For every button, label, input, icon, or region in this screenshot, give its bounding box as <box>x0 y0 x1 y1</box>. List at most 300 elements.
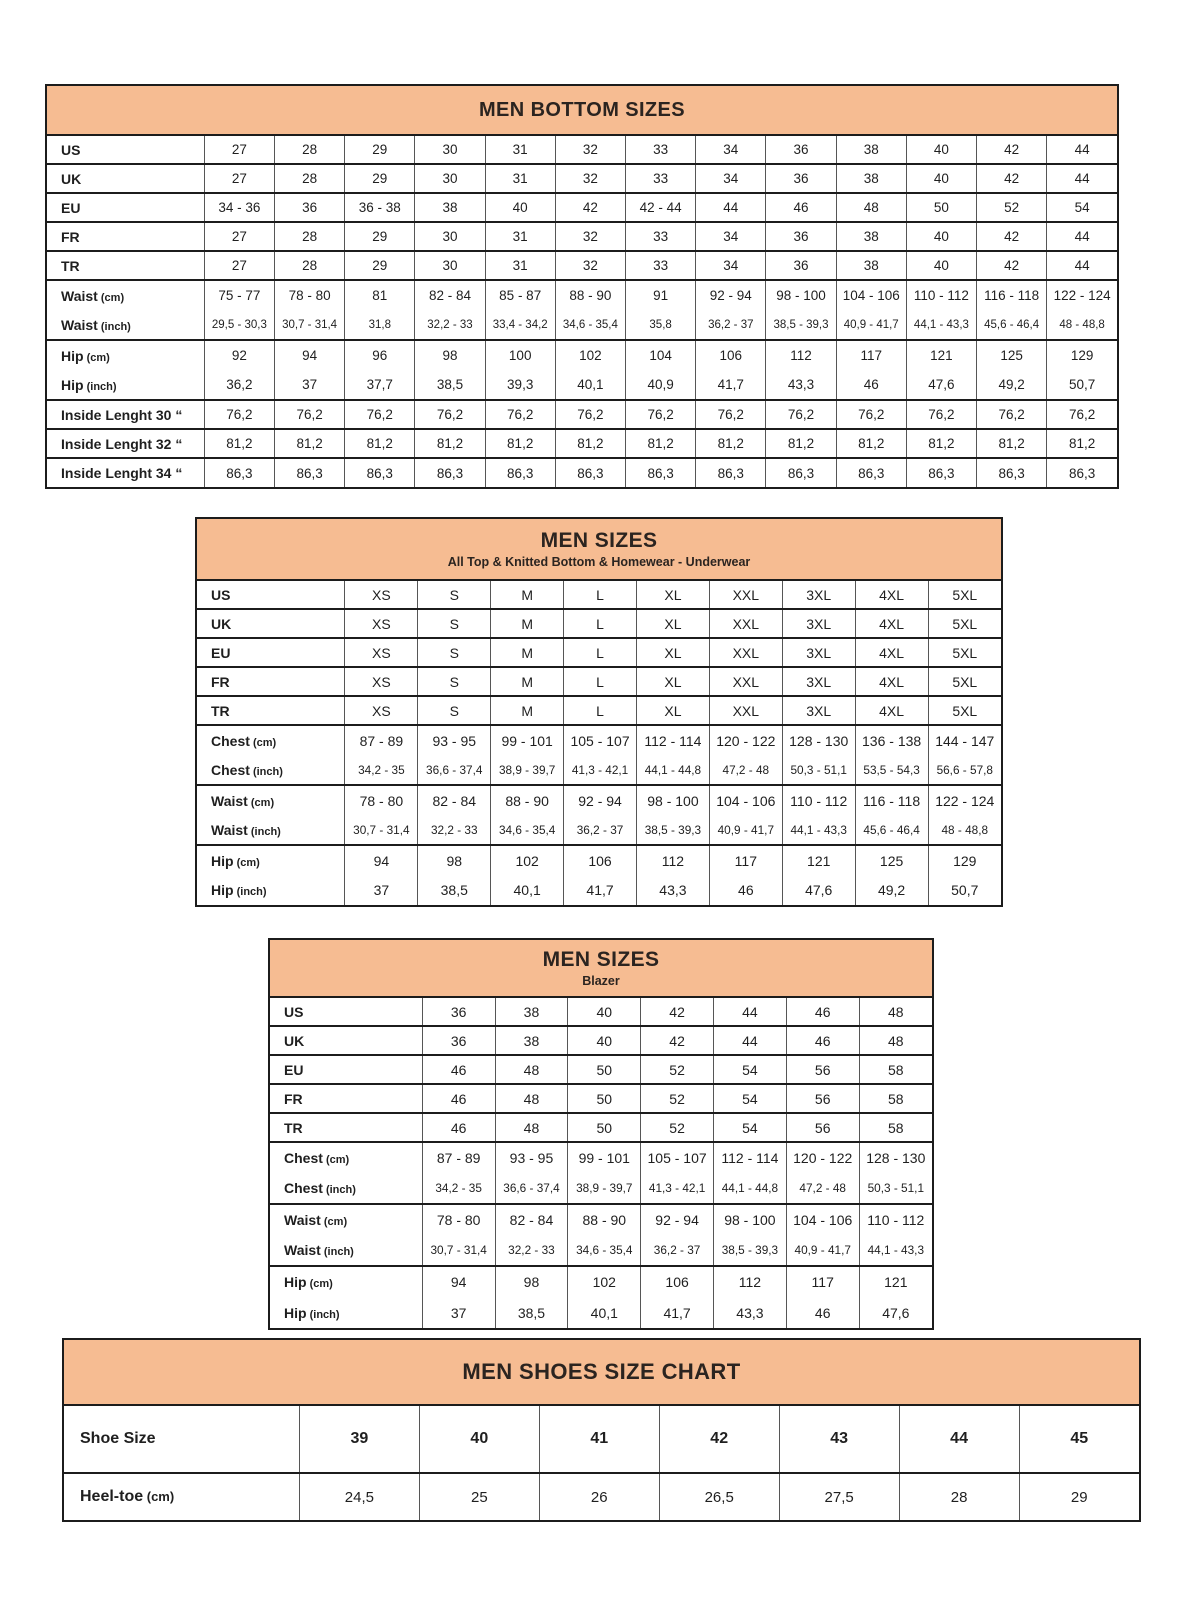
value-cell: XXL <box>709 638 782 667</box>
value-cell: 30,7 - 31,4 <box>345 815 418 845</box>
value-cell: 81,2 <box>274 429 344 458</box>
value-cell: 34 <box>696 251 766 280</box>
value-cell: 117 <box>786 1266 859 1297</box>
table-row <box>270 1266 932 1297</box>
value-cell: 56 <box>786 1055 859 1084</box>
table-header <box>64 1340 1139 1404</box>
value-cell: 44 <box>696 193 766 222</box>
table-row <box>197 815 1001 845</box>
value-cell: XXL <box>709 580 782 609</box>
value-cell: 98 - 100 <box>636 785 709 815</box>
value-cell: 54 <box>714 1113 787 1142</box>
value-cell: 30,7 - 31,4 <box>274 310 344 340</box>
value-cell: 37,7 <box>345 370 415 400</box>
value-cell: 86,3 <box>696 458 766 487</box>
value-cell: XL <box>636 638 709 667</box>
value-cell: L <box>564 696 637 725</box>
value-cell: 121 <box>782 845 855 875</box>
value-cell: 44 <box>1047 164 1117 193</box>
value-cell: 38 <box>415 193 485 222</box>
value-cell: 105 - 107 <box>641 1142 714 1173</box>
value-cell: 86,3 <box>345 458 415 487</box>
value-cell: 76,2 <box>345 400 415 429</box>
value-cell: 44,1 - 43,3 <box>859 1235 932 1266</box>
table-row <box>47 251 1117 280</box>
value-cell: 81 <box>345 280 415 310</box>
value-cell: 58 <box>859 1113 932 1142</box>
value-cell: 104 <box>626 340 696 370</box>
value-cell: 46 <box>422 1113 495 1142</box>
value-cell: 99 - 101 <box>491 725 564 755</box>
value-cell: 50 <box>568 1113 641 1142</box>
value-cell: S <box>418 667 491 696</box>
table-row <box>64 1473 1139 1520</box>
value-cell: 46 <box>422 1055 495 1084</box>
value-cell: 40 <box>568 997 641 1026</box>
value-cell: 92 - 94 <box>564 785 637 815</box>
value-cell: 33 <box>626 251 696 280</box>
value-cell: 38,9 - 39,7 <box>568 1173 641 1204</box>
table-row <box>270 1113 932 1142</box>
value-cell: 93 - 95 <box>418 725 491 755</box>
value-cell: 48 <box>859 1026 932 1055</box>
value-cell: 27 <box>204 135 274 164</box>
value-cell: 36 <box>274 193 344 222</box>
row-label: US <box>270 997 422 1026</box>
table-row <box>197 609 1001 638</box>
value-cell: 33,4 - 34,2 <box>485 310 555 340</box>
value-cell: 104 - 106 <box>709 785 782 815</box>
value-cell: 94 <box>345 845 418 875</box>
value-cell: 38 <box>836 222 906 251</box>
value-cell: 86,3 <box>204 458 274 487</box>
grid-body <box>47 135 1117 487</box>
value-cell: XS <box>345 580 418 609</box>
value-cell: 86,3 <box>836 458 906 487</box>
value-cell: 94 <box>422 1266 495 1297</box>
table-title: MEN BOTTOM SIZES <box>478 98 686 121</box>
value-cell: 40,1 <box>568 1297 641 1328</box>
value-cell: 81,2 <box>345 429 415 458</box>
row-unit: (inch) <box>249 765 283 778</box>
row-label: EU <box>197 638 345 667</box>
value-cell: 36,2 - 37 <box>564 815 637 845</box>
row-unit: (cm) <box>322 1154 350 1166</box>
value-cell: M <box>491 696 564 725</box>
value-cell: 48 <box>495 1084 568 1113</box>
value-cell: 125 <box>855 845 928 875</box>
value-cell: 98 <box>495 1266 568 1297</box>
value-cell: 46 <box>709 875 782 905</box>
men-shoes-size-chart-table <box>62 1338 1141 1522</box>
value-cell: 93 - 95 <box>495 1142 568 1173</box>
table-row <box>47 222 1117 251</box>
value-cell: 45,6 - 46,4 <box>977 310 1047 340</box>
table-row <box>197 785 1001 815</box>
value-cell: 34,2 - 35 <box>422 1173 495 1204</box>
row-unit: (cm) <box>97 291 125 304</box>
value-cell: 86,3 <box>766 458 836 487</box>
row-unit: (inch) <box>247 825 281 838</box>
value-cell: 40,9 - 41,7 <box>836 310 906 340</box>
value-cell: 110 - 112 <box>859 1204 932 1235</box>
value-cell: 36 <box>422 997 495 1026</box>
value-cell: 42 <box>641 1026 714 1055</box>
value-cell: 121 <box>906 340 976 370</box>
value-cell: 56 <box>786 1113 859 1142</box>
value-cell: 40 <box>906 251 976 280</box>
table-row <box>270 1204 932 1235</box>
value-cell: 31,8 <box>345 310 415 340</box>
value-cell: 27,5 <box>779 1473 899 1520</box>
value-cell: 128 - 130 <box>782 725 855 755</box>
value-cell: 81,2 <box>696 429 766 458</box>
value-cell: 81,2 <box>977 429 1047 458</box>
table-row <box>270 1235 932 1266</box>
value-cell: 42 <box>977 251 1047 280</box>
value-cell: 43,3 <box>766 370 836 400</box>
value-cell: 87 - 89 <box>422 1142 495 1173</box>
row-label: Hip (cm) <box>47 340 204 370</box>
size-grid <box>64 1404 1139 1520</box>
value-cell: 48 - 48,8 <box>1047 310 1117 340</box>
value-cell: 38 <box>836 135 906 164</box>
value-cell: 40,9 - 41,7 <box>709 815 782 845</box>
value-cell: 92 - 94 <box>641 1204 714 1235</box>
value-cell: 38,5 - 39,3 <box>714 1235 787 1266</box>
value-cell: 28 <box>899 1473 1019 1520</box>
value-cell: 36,2 - 37 <box>696 310 766 340</box>
value-cell: 92 <box>204 340 274 370</box>
value-cell: S <box>418 609 491 638</box>
value-cell: 33 <box>626 222 696 251</box>
value-cell: 27 <box>204 164 274 193</box>
value-cell: 32,2 - 33 <box>418 815 491 845</box>
value-cell: 102 <box>491 845 564 875</box>
value-cell: 34,6 - 35,4 <box>568 1235 641 1266</box>
value-cell: 30 <box>415 222 485 251</box>
value-cell: 44,1 - 43,3 <box>782 815 855 845</box>
value-cell: 76,2 <box>485 400 555 429</box>
value-cell: 42 <box>977 222 1047 251</box>
value-cell: 31 <box>485 251 555 280</box>
value-cell: 54 <box>714 1055 787 1084</box>
value-cell: 5XL <box>928 667 1001 696</box>
value-cell: 81,2 <box>836 429 906 458</box>
value-cell: 4XL <box>855 696 928 725</box>
value-cell: 44 <box>899 1405 1019 1473</box>
value-cell: 106 <box>564 845 637 875</box>
value-cell: 52 <box>641 1113 714 1142</box>
value-cell: 81,2 <box>1047 429 1117 458</box>
table-row <box>197 638 1001 667</box>
value-cell: L <box>564 609 637 638</box>
row-label: EU <box>270 1055 422 1084</box>
value-cell: 31 <box>485 164 555 193</box>
value-cell: 43 <box>779 1405 899 1473</box>
value-cell: 76,2 <box>626 400 696 429</box>
value-cell: 87 - 89 <box>345 725 418 755</box>
value-cell: 86,3 <box>555 458 625 487</box>
value-cell: 110 - 112 <box>782 785 855 815</box>
value-cell: 49,2 <box>977 370 1047 400</box>
value-cell: 105 - 107 <box>564 725 637 755</box>
value-cell: 41,7 <box>641 1297 714 1328</box>
value-cell: 81,2 <box>626 429 696 458</box>
table-title: MEN SIZES <box>540 529 658 552</box>
value-cell: 50,3 - 51,1 <box>859 1173 932 1204</box>
row-label: Inside Lenght 30 “ <box>47 400 204 429</box>
value-cell: 40 <box>568 1026 641 1055</box>
value-cell: 40 <box>906 222 976 251</box>
table-row <box>197 845 1001 875</box>
value-cell: 40,1 <box>491 875 564 905</box>
value-cell: 112 <box>714 1266 787 1297</box>
value-cell: 3XL <box>782 696 855 725</box>
table-row <box>47 280 1117 310</box>
value-cell: 75 - 77 <box>204 280 274 310</box>
value-cell: 46 <box>836 370 906 400</box>
table-header <box>47 86 1117 134</box>
value-cell: 39 <box>299 1405 419 1473</box>
value-cell: 32 <box>555 251 625 280</box>
table-row <box>197 875 1001 905</box>
value-cell: 39,3 <box>485 370 555 400</box>
value-cell: XXL <box>709 609 782 638</box>
table-row <box>197 755 1001 785</box>
value-cell: 40 <box>485 193 555 222</box>
value-cell: 48 <box>859 997 932 1026</box>
table-title: MEN SIZES <box>542 948 660 971</box>
table-row <box>47 135 1117 164</box>
value-cell: 5XL <box>928 609 1001 638</box>
value-cell: 38 <box>495 1026 568 1055</box>
table-row <box>47 429 1117 458</box>
value-cell: 54 <box>1047 193 1117 222</box>
table-row <box>47 400 1117 429</box>
value-cell: 144 - 147 <box>928 725 1001 755</box>
table-row <box>197 696 1001 725</box>
row-unit: (cm) <box>143 1489 175 1504</box>
value-cell: 40 <box>419 1405 539 1473</box>
value-cell: 48 <box>495 1055 568 1084</box>
row-label: TR <box>197 696 345 725</box>
value-cell: 53,5 - 54,3 <box>855 755 928 785</box>
value-cell: 36 <box>422 1026 495 1055</box>
value-cell: XL <box>636 580 709 609</box>
value-cell: 4XL <box>855 580 928 609</box>
value-cell: 122 - 124 <box>1047 280 1117 310</box>
table-header <box>270 940 932 996</box>
row-unit: (cm) <box>233 856 260 869</box>
value-cell: 32,2 - 33 <box>495 1235 568 1266</box>
value-cell: 36,2 <box>204 370 274 400</box>
value-cell: 76,2 <box>906 400 976 429</box>
row-label: Waist (cm) <box>197 785 345 815</box>
row-label: Hip (inch) <box>284 1304 340 1321</box>
value-cell: 104 - 106 <box>786 1204 859 1235</box>
value-cell: 46 <box>422 1084 495 1113</box>
row-label: FR <box>197 667 345 696</box>
value-cell: 38 <box>836 251 906 280</box>
value-cell: 38 <box>495 997 568 1026</box>
value-cell: 31 <box>485 135 555 164</box>
value-cell: 99 - 101 <box>568 1142 641 1173</box>
grid-body <box>64 1405 1139 1520</box>
table-row <box>197 725 1001 755</box>
value-cell: 92 - 94 <box>696 280 766 310</box>
value-cell: 120 - 122 <box>786 1142 859 1173</box>
value-cell: 32 <box>555 135 625 164</box>
row-label: UK <box>47 164 204 193</box>
value-cell: 48 <box>495 1113 568 1142</box>
value-cell: 112 - 114 <box>636 725 709 755</box>
value-cell: 50 <box>906 193 976 222</box>
value-cell: 88 - 90 <box>491 785 564 815</box>
value-cell: 81,2 <box>485 429 555 458</box>
value-cell: 81,2 <box>906 429 976 458</box>
size-grid <box>270 996 932 1328</box>
value-cell: 44 <box>1047 251 1117 280</box>
row-label: Waist (cm) <box>47 280 204 310</box>
value-cell: 98 - 100 <box>766 280 836 310</box>
value-cell: 56 <box>786 1084 859 1113</box>
value-cell: 4XL <box>855 638 928 667</box>
row-unit: (cm) <box>83 351 110 364</box>
value-cell: 42 - 44 <box>626 193 696 222</box>
value-cell: 30 <box>415 164 485 193</box>
value-cell: 28 <box>274 135 344 164</box>
row-label: UK <box>197 609 345 638</box>
value-cell: 104 - 106 <box>836 280 906 310</box>
row-label: TR <box>47 251 204 280</box>
table-row <box>270 1142 932 1173</box>
value-cell: 36 <box>766 222 836 251</box>
value-cell: 40,1 <box>555 370 625 400</box>
value-cell: 41,7 <box>696 370 766 400</box>
value-cell: 31 <box>485 222 555 251</box>
value-cell: L <box>564 667 637 696</box>
value-cell: 81,2 <box>204 429 274 458</box>
table-row <box>270 1055 932 1084</box>
value-cell: XS <box>345 667 418 696</box>
row-unit: (inch) <box>306 1308 340 1321</box>
value-cell: 112 - 114 <box>714 1142 787 1173</box>
value-cell: 5XL <box>928 696 1001 725</box>
value-cell: M <box>491 580 564 609</box>
row-label: TR <box>270 1113 422 1142</box>
grid-body <box>270 997 932 1328</box>
value-cell: 29 <box>345 135 415 164</box>
value-cell: 35,8 <box>626 310 696 340</box>
value-cell: 25 <box>419 1473 539 1520</box>
value-cell: 129 <box>928 845 1001 875</box>
value-cell: 44 <box>1047 222 1117 251</box>
value-cell: 27 <box>204 251 274 280</box>
value-cell: 88 - 90 <box>568 1204 641 1235</box>
value-cell: 34 <box>696 135 766 164</box>
value-cell: M <box>491 638 564 667</box>
row-label: EU <box>47 193 204 222</box>
row-label: Chest (cm) <box>270 1142 422 1173</box>
value-cell: 47,2 - 48 <box>709 755 782 785</box>
value-cell: 112 <box>636 845 709 875</box>
value-cell: 32 <box>555 164 625 193</box>
value-cell: 116 - 118 <box>977 280 1047 310</box>
value-cell: 117 <box>836 340 906 370</box>
row-label: FR <box>270 1084 422 1113</box>
value-cell: 76,2 <box>274 400 344 429</box>
table-row <box>47 164 1117 193</box>
value-cell: S <box>418 580 491 609</box>
value-cell: 46 <box>786 1026 859 1055</box>
size-grid <box>47 134 1117 487</box>
value-cell: 50 <box>568 1084 641 1113</box>
value-cell: 38,5 - 39,3 <box>636 815 709 845</box>
value-cell: 36,2 - 37 <box>641 1235 714 1266</box>
value-cell: 81,2 <box>555 429 625 458</box>
value-cell: M <box>491 609 564 638</box>
row-label: Chest (inch) <box>211 761 283 778</box>
table-row <box>270 1084 932 1113</box>
men-bottom-sizes-table <box>45 84 1119 489</box>
row-unit: (cm) <box>247 796 275 809</box>
value-cell: 42 <box>977 164 1047 193</box>
value-cell: 76,2 <box>766 400 836 429</box>
value-cell: 125 <box>977 340 1047 370</box>
value-cell: 3XL <box>782 609 855 638</box>
table-row <box>197 580 1001 609</box>
value-cell: 41,3 - 42,1 <box>564 755 637 785</box>
value-cell: XS <box>345 609 418 638</box>
value-cell: 44,1 - 43,3 <box>906 310 976 340</box>
value-cell: 32,2 - 33 <box>415 310 485 340</box>
row-label: Heel-toe (cm) <box>64 1473 299 1520</box>
value-cell: 94 <box>274 340 344 370</box>
value-cell: 40,9 - 41,7 <box>786 1235 859 1266</box>
value-cell: 3XL <box>782 580 855 609</box>
value-cell: 40,9 <box>626 370 696 400</box>
value-cell: 33 <box>626 135 696 164</box>
value-cell: 50,7 <box>1047 370 1117 400</box>
value-cell: 49,2 <box>855 875 928 905</box>
value-cell: 42 <box>977 135 1047 164</box>
row-label: Waist (inch) <box>211 821 281 838</box>
value-cell: 38,5 - 39,3 <box>766 310 836 340</box>
row-label: Hip (inch) <box>61 376 117 393</box>
value-cell: 98 - 100 <box>714 1204 787 1235</box>
value-cell: 4XL <box>855 667 928 696</box>
value-cell: 41,3 - 42,1 <box>641 1173 714 1204</box>
value-cell: 43,3 <box>714 1297 787 1328</box>
value-cell: 34,2 - 35 <box>345 755 418 785</box>
row-unit: (inch) <box>97 320 131 333</box>
value-cell: 40 <box>906 135 976 164</box>
value-cell: 36 <box>766 164 836 193</box>
table-row <box>270 1297 932 1328</box>
value-cell: 47,6 <box>906 370 976 400</box>
value-cell: 48 <box>836 193 906 222</box>
value-cell: XS <box>345 638 418 667</box>
value-cell: 136 - 138 <box>855 725 928 755</box>
row-label: FR <box>47 222 204 251</box>
value-cell: 38 <box>836 164 906 193</box>
value-cell: 85 - 87 <box>485 280 555 310</box>
value-cell: 38,5 <box>418 875 491 905</box>
value-cell: 38,5 <box>415 370 485 400</box>
row-label: Chest (inch) <box>284 1180 356 1196</box>
value-cell: 44 <box>1047 135 1117 164</box>
